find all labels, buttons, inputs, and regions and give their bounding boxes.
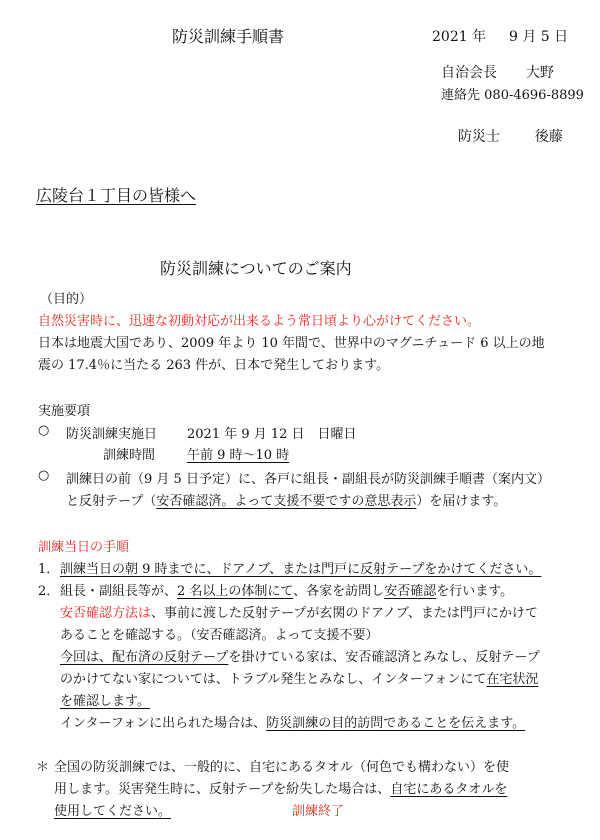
today-line2-a: のかけてない家については、トラブル発生とみなし、インターフォンにて bbox=[60, 672, 487, 687]
today-line1-c: を掛けている家は、安否確認済とみなし、反射テープ bbox=[228, 650, 540, 665]
distribution-line1: 訓練日の前（9 月 5 日予定）に、各戸に組長・副組長が防災訓練手順書（案内文） bbox=[66, 472, 550, 487]
training-time-label: 訓練時間 bbox=[103, 448, 156, 463]
today-line2 bbox=[60, 668, 538, 687]
note-line1: 全国の防災訓練では、一般的に、自宅にあるタオル（何色でも構わない）を使 bbox=[54, 760, 510, 775]
date-month-day: 9 月 5 日 bbox=[509, 29, 569, 45]
officer-role: 防災士 bbox=[458, 129, 500, 145]
today-line1-a: 今回は、 bbox=[60, 650, 113, 665]
date-year: 2021 年 bbox=[432, 29, 487, 45]
note-line3: 使用してください。 bbox=[54, 804, 172, 819]
intercom-b: 防災訓練の目的訪問であることを伝えます。 bbox=[266, 716, 526, 731]
distribution-line2-b: 安否確認済。よって支援不要ですの意思表示 bbox=[156, 494, 417, 509]
step2-b: 2 名以上の体制にて bbox=[177, 584, 294, 599]
training-date-label: 防災訓練実施日 bbox=[66, 427, 158, 442]
chairman-line bbox=[441, 62, 554, 82]
step2-a: 組長・副組長等が、 bbox=[60, 584, 178, 599]
distribution-line2-c: ）を届けます。 bbox=[416, 494, 507, 509]
method-red: 安否確認方法は bbox=[60, 606, 152, 621]
intercom-a: インターフォンに出られた場合は、 bbox=[60, 716, 267, 731]
today-line1-b: 配布済の反射テープ bbox=[112, 650, 229, 665]
training-date-value: 2021 年 9 月 12 日 日曜日 bbox=[187, 427, 357, 442]
today-line2-b: 在宅状況 bbox=[486, 672, 539, 687]
chairman-role: 自治会長 bbox=[441, 65, 497, 81]
note-line2-b: 自宅にあるタオルを bbox=[390, 782, 508, 797]
purpose-label: （目的） bbox=[40, 292, 93, 307]
step1-number: 1． bbox=[38, 562, 60, 577]
note-line2 bbox=[54, 778, 507, 797]
step2-number: 2． bbox=[38, 584, 60, 599]
chairman-name: 大野 bbox=[525, 65, 554, 81]
step2-e: を行います。 bbox=[436, 584, 514, 599]
distribution-line2 bbox=[66, 490, 506, 509]
contact-value: 080-4696-8899 bbox=[484, 88, 584, 103]
step2-c: 、各家を訪問し bbox=[293, 584, 385, 599]
today-line3: を確認します。 bbox=[60, 694, 150, 709]
step2-text bbox=[60, 580, 513, 599]
contact-line bbox=[441, 84, 584, 103]
method-line1 bbox=[60, 602, 538, 621]
purpose-headline: 自然災害時に、迅速な初動対応が出来るよう常日頃より心がけてください。 bbox=[38, 314, 481, 329]
greeting: 広陵台１丁目の皆様へ bbox=[36, 186, 197, 205]
safety-officer-line bbox=[458, 126, 563, 146]
note-line2-a: 用します。災害発生時に、反射テープを紛失した場合は、 bbox=[54, 782, 391, 797]
end-label: 訓練終了 bbox=[292, 804, 345, 819]
procedure-label: 訓練当日の手順 bbox=[38, 540, 130, 555]
contact-label: 連絡先 bbox=[441, 88, 481, 103]
officer-name: 後藤 bbox=[534, 129, 563, 145]
method-line2: あることを確認する。（安否確認済。よって支援不要） bbox=[60, 628, 379, 643]
intercom-line bbox=[60, 712, 525, 731]
note-mark: ＊ bbox=[36, 760, 50, 775]
step1-text: 訓練当日の朝 9 時までに、ドアノブ、または門戸に反射テープをかけてください。 bbox=[60, 562, 542, 577]
method-rest: 、事前に渡した反射テープが玄関のドアノブ、または門戸にかけて bbox=[151, 606, 538, 621]
purpose-text-line1: 日本は地震大国であり、2009 年より 10 年間で、世界中のマグニチュード 6 以上の地 bbox=[38, 336, 545, 351]
purpose-text-line2: 震の 17.4％に当たる 263 件が、日本で発生しております。 bbox=[38, 358, 390, 373]
subtitle: 防災訓練についてのご案内 bbox=[160, 259, 352, 278]
today-line1 bbox=[60, 646, 540, 665]
bullet-2: ○ bbox=[38, 468, 50, 483]
step2-d: 安否確認 bbox=[384, 584, 437, 599]
document-date bbox=[432, 26, 568, 46]
distribution-line2-a: と反射テープ（ bbox=[66, 494, 157, 509]
document-title: 防災訓練手順書 bbox=[172, 27, 285, 46]
implementation-label: 実施要項 bbox=[38, 404, 91, 419]
training-time-value: 午前 9 時～10 時 bbox=[187, 448, 290, 463]
bullet-1: ○ bbox=[38, 423, 50, 438]
